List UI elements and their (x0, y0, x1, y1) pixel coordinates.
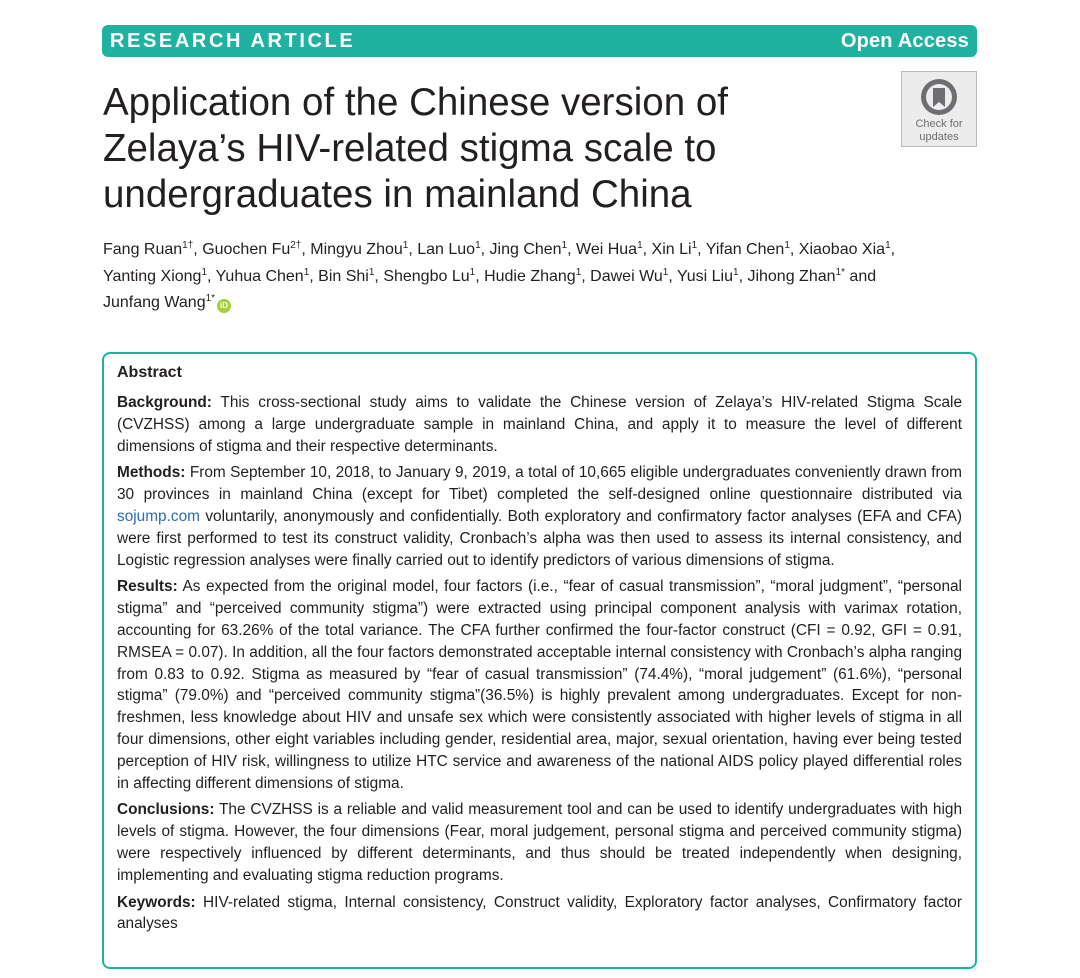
author-name[interactable]: Yanting Xiong (103, 267, 202, 285)
section-label: Results: (117, 578, 178, 596)
abstract-methods (117, 462, 962, 571)
author-name[interactable]: Lan Luo (417, 241, 476, 258)
author-list: Fang Ruan$^{1\dagger}$, Guochen $Fu^{2\dagger}$, Mingyu Zhou$^1$, Lan Luo$^1$, Jing Chen$^1$, Wei Hua$^1$, Xin Li$^1$, Yifan Chen$^1$, Xiaobao Xia$^1$, Yanting Xiong$^1$, Yuhua Chen$^1$, Bin Shi$^1$, Shengbo Lu$^1$, Hudie Zhang$^1$, Dawei Wu$^1$, Yusi Liu$^1$, Jihong Zhan$^{1*}$ and Junfang Wang$^{1*}$iD (103, 240, 896, 311)
section-label: Background: (117, 394, 212, 411)
author-name[interactable]: Xiaobao Xia (798, 241, 886, 258)
section-text: From September 10, 2018, to January 9, 2019, a total of 10,665 eligible undergraduates conveniently drawn from 30 provinces in mainland China (except for Tibet) completed the self-designed online questionnaire distributed via (117, 464, 962, 504)
abstract-conclusions (117, 799, 962, 886)
author-affiliation: 1 (662, 266, 669, 278)
author-name[interactable]: Wei Hua (576, 241, 638, 258)
sojump-link[interactable]: sojump.com (117, 507, 200, 525)
abstract-results (117, 576, 962, 794)
author-conjunction: and (849, 267, 877, 285)
author-name[interactable]: Shengbo Lu (383, 267, 470, 285)
section-text: HIV-related stigma, Internal consistency, Construct validity, Exploratory factor analyses, Confirmatory factor analyses (117, 893, 962, 933)
author-name[interactable]: Bin Shi (318, 267, 369, 285)
check-for-updates-icon (919, 77, 959, 117)
author-name[interactable]: Hudie Zhang (484, 267, 576, 285)
section-label: Conclusions: (117, 801, 215, 819)
section-text: The CVZHSS is a reliable and valid measurement tool and can be used to identify undergraduates with high levels of stigma. However, the four dimensions (Fear, moral judgement, personal stigma and perceived community stigma) were respectively influenced by different determinants, and thus should be treated independently when designing, implementing and evaluating stigma reduction programs. (117, 801, 963, 884)
author-affiliation: 1 (733, 266, 739, 278)
author-affiliation: 1 (469, 266, 476, 278)
author-name[interactable]: Yusi Liu (676, 267, 733, 285)
author-name[interactable]: Mingyu Zhou (310, 241, 403, 258)
author-affiliation: 1 (691, 240, 698, 251)
author-affiliation: 1 (475, 240, 481, 251)
author-affiliation: 1 (561, 240, 568, 251)
author-name[interactable]: Jing Chen (489, 241, 562, 258)
author-affiliation: 1† (182, 240, 194, 251)
section-text: voluntarily, anonymously and confidentially. Both exploratory and confirmatory factor analyses (EFA and CFA) were first performed to test its construct validity, Cronbach’s alpha was then used to assess its internal consistency, and Logistic regression analyses were finally carried out to identify predictors of various dimensions of stigma. (117, 507, 962, 569)
badge-line-2: updates (919, 131, 959, 143)
section-text: This cross-sectional study aims to validate the Chinese version of Zelaya’s HIV-related Stigma Scale (CVZHSS) among a large undergraduate sample in mainland China, and apply it to measure the level of different dimensions of stigma and their respective determinants. (117, 394, 963, 455)
author-name[interactable]: Fang Ruan (103, 241, 183, 258)
section-text: As expected from the original model, four factors (i.e., “fear of casual transmission”, “moral judgment”, “personal stigma” and “perceived community stigma”) were extracted using principal component analysis with varimax rotation, accounting for 63.26% of the total variance. The CFA further confirmed the four-factor construct (CFI = 0.92, GFI = 0.91, RMSEA = 0.07). In addition, all the four factors demonstrated acceptable internal consistency with Cronbach’s alpha ranging from 0.83 to 0.92. Stigma as measured by “fear of casual transmission” (74.4%), “moral judgement” (61.6%), “personal stigma” (79.0%) and “perceived community stigma”(36.5%) is highly prevalent among undergraduates. Except for non-freshmen, less knowledge about HIV and unsafe sex which were consistently associated with higher levels of stigma in all four dimensions, other eight variables including gender, residential area, major, sexual orientation, having ever being tested perception of HIV risk, willingness to utilize HTC service and awareness of the national AIDS policy played differential roles in affecting different dimensions of stigma. (117, 578, 962, 792)
author-name[interactable]: Jihong Zhan (747, 267, 836, 285)
abstract-background (117, 392, 962, 457)
badge-line-1: Check for (915, 118, 963, 130)
abstract-keywords (117, 892, 962, 936)
abstract-heading: Abstract (117, 364, 182, 381)
article-type-banner (102, 25, 977, 57)
author-affiliation: 1 (575, 266, 582, 278)
section-label: Methods: (117, 464, 186, 482)
author-name[interactable]: Dawei Wu (590, 267, 663, 285)
abstract-box (102, 352, 977, 969)
orcid-icon[interactable]: iD (217, 299, 231, 313)
author-affiliation: 1 (637, 240, 643, 251)
author-affiliation: 1 (402, 240, 409, 251)
author-name[interactable]: Xin Li (651, 241, 692, 258)
author-affiliation: 1 (201, 266, 208, 278)
author-affiliation: 1 (303, 266, 310, 278)
article-title: Application of the Chinese version of Zelaya’s HIV-related stigma scale to undergraduates in mainland China (103, 81, 728, 216)
check-for-updates-badge[interactable] (901, 71, 977, 147)
article-type-label: RESEARCH ARTICLE (110, 29, 356, 52)
open-access-label: Open Access (840, 29, 969, 52)
author-name[interactable]: Guochen Fu (202, 241, 291, 258)
author-name[interactable]: Junfang Wang (103, 294, 206, 311)
author-affiliation: 2† (290, 240, 302, 251)
section-label: Keywords: (117, 893, 196, 911)
author-affiliation: 1 (368, 266, 375, 278)
author-affiliation: 1* (835, 266, 845, 278)
author-affiliation: 1 (885, 240, 891, 251)
author-name[interactable]: Yifan Chen (705, 241, 785, 258)
author-affiliation: 1 (784, 240, 790, 251)
author-name[interactable]: Yuhua Chen (215, 267, 304, 285)
author-affiliation: 1* (205, 293, 216, 304)
